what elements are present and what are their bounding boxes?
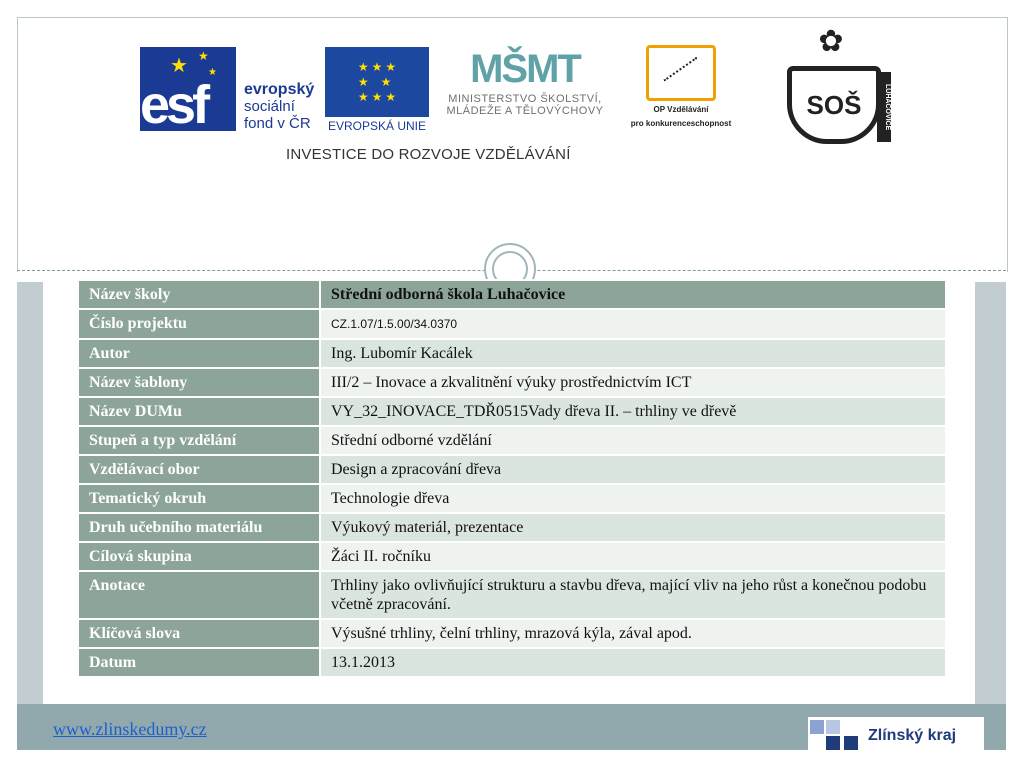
logo-strip: [0, 0, 1024, 175]
esf-logo: [140, 47, 320, 135]
msmt-logo: [436, 45, 614, 133]
row-key: Název školy: [78, 280, 320, 309]
sos-logo: [787, 22, 891, 146]
op-mark-icon: [646, 45, 716, 101]
table-row: [78, 513, 946, 542]
esf-caption: [244, 81, 314, 132]
row-value: VY_32_INOVACE_TDŘ0515Vady dřeva II. – trhliny ve dřevě: [320, 397, 946, 426]
table-row: [78, 368, 946, 397]
footer-website-link[interactable]: www.zlinskedumy.cz: [53, 719, 207, 739]
logo-square-icon: [844, 736, 858, 750]
zlinsky-kraj-logo: [808, 717, 984, 753]
row-value: Střední odborné vzdělání: [320, 426, 946, 455]
table-row: [78, 455, 946, 484]
table-row: [78, 280, 946, 309]
row-key: Cílová skupina: [78, 542, 320, 571]
op-line-2: pro konkurenceschopnost: [630, 119, 732, 128]
row-value: 13.1.2013: [320, 648, 946, 677]
row-value: [320, 309, 946, 339]
table-row: [78, 542, 946, 571]
table-row: [78, 397, 946, 426]
eu-logo: [325, 47, 429, 133]
table-row: [78, 648, 946, 677]
row-key: Číslo projektu: [78, 309, 320, 339]
row-key: Vzdělávací obor: [78, 455, 320, 484]
esf-flag-icon: ★ ★ ★: [140, 47, 236, 131]
investment-caption: INVESTICE DO ROZVOJE VZDĚLÁVÁNÍ: [286, 146, 571, 163]
row-value: Výukový materiál, prezentace: [320, 513, 946, 542]
row-value: Trhliny jako ovlivňující strukturu a stavbu dřeva, mající vliv na jeho růst a konečnou podobu včetně zpracování.: [320, 571, 946, 619]
row-key: Stupeň a typ vzdělání: [78, 426, 320, 455]
row-value: Ing. Lubomír Kacálek: [320, 339, 946, 368]
row-value: Střední odborná škola Luhačovice: [320, 280, 946, 309]
right-side-band: [975, 282, 1006, 704]
table-row: [78, 619, 946, 648]
msmt-mark: MŠMT: [470, 47, 580, 91]
op-logo: [620, 45, 742, 135]
row-value: Technologie dřeva: [320, 484, 946, 513]
eu-flag-icon: ★ ★ ★ ★ ★ ★ ★ ★: [325, 47, 429, 117]
row-value: III/2 – Inovace a zkvalitnění výuky prostřednictvím ICT: [320, 368, 946, 397]
left-side-band: [17, 282, 43, 704]
zlinsky-kraj-label: Zlínský kraj: [868, 727, 957, 744]
row-key: Název DUMu: [78, 397, 320, 426]
row-key: Klíčová slova: [78, 619, 320, 648]
project-number: CZ.1.07/1.5.00/34.0370: [331, 317, 458, 331]
msmt-line-1: MINISTERSTVO ŠKOLSTVÍ,: [448, 93, 602, 105]
sos-shield: SOŠ: [787, 66, 881, 144]
project-info-table: [77, 279, 947, 678]
row-key: Tematický okruh: [78, 484, 320, 513]
esf-line-1: evropský: [244, 81, 315, 98]
row-value: Design a zpracování dřeva: [320, 455, 946, 484]
row-key: Název šablony: [78, 368, 320, 397]
esf-letters: esf: [140, 75, 207, 135]
table-row: [78, 571, 946, 619]
msmt-line-2: MLÁDEŽE A TĚLOVÝCHOVY: [446, 105, 604, 117]
eu-label: EVROPSKÁ UNIE: [327, 119, 427, 133]
row-value: Žáci II. ročníku: [320, 542, 946, 571]
row-key: Autor: [78, 339, 320, 368]
table-row: [78, 339, 946, 368]
row-key: Anotace: [78, 571, 320, 619]
op-line-1: OP Vzdělávání: [653, 105, 709, 114]
logo-square-icon: [810, 720, 824, 734]
table-row: [78, 426, 946, 455]
flower-icon: ✿: [818, 25, 844, 58]
logo-square-icon: [826, 736, 840, 750]
table-row: [78, 309, 946, 339]
table-row: [78, 484, 946, 513]
sos-side-label: LUHAČOVICE: [877, 72, 891, 142]
row-key: Datum: [78, 648, 320, 677]
esf-line-2: sociální: [244, 98, 295, 115]
row-value: Výsušné trhliny, čelní trhliny, mrazová kýla, zával apod.: [320, 619, 946, 648]
row-key: Druh učebního materiálu: [78, 513, 320, 542]
logo-square-icon: [826, 720, 840, 734]
esf-line-3: fond v ČR: [244, 115, 311, 132]
